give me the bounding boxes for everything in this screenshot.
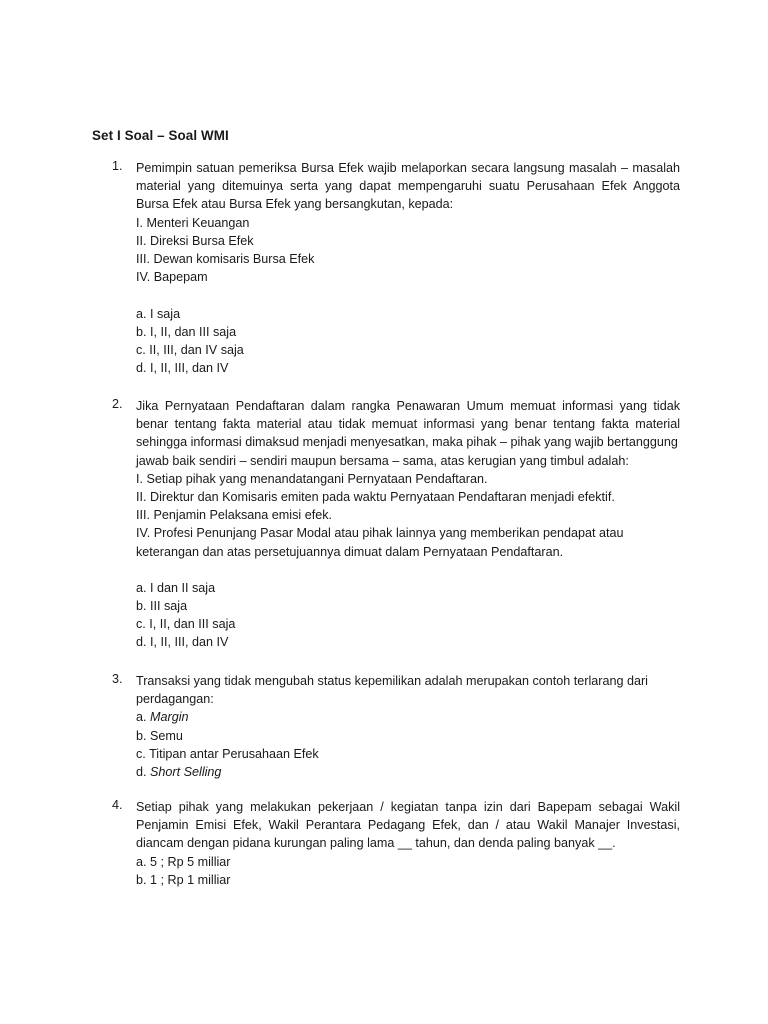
question-number: 4. [112,798,123,812]
question-stem-line: Setiap pihak yang melakukan pekerjaan / kegiatan tanpa izin dari Bapepam sebagai Wakil [136,800,680,814]
answer-option: c. I, II, dan III saja [136,617,236,632]
statement-item: II. Direksi Bursa Efek [136,233,254,248]
question-stem-line: Penjamin Emisi Efek, Wakil Perantara Pedagang Efek, dan / atau Wakil Manajer Investasi, [136,818,680,833]
question-4 [112,798,680,889]
question-stem-line: Jika Pernyataan Pendaftaran dalam rangka Penawaran Umum memuat informasi yang tidak [136,399,680,413]
answer-option: a. 5 ; Rp 5 milliar [136,854,231,869]
answer-option: b. Semu [136,728,183,743]
question-stem-line: material yang ditemuinya serta yang dapat mempengaruhi suatu Perusahaan Efek Anggota [136,179,680,194]
question-stem-line: benar tentang fakta material atau tidak memuat informasi yang benar tentang fakta material [136,417,680,432]
statement-item: IV. Profesi Penunjang Pasar Modal atau pihak lainnya yang memberikan pendapat atau [136,526,624,541]
statement-item: III. Penjamin Pelaksana emisi efek. [136,508,332,523]
question-3 [112,672,680,781]
question-stem-line: Bursa Efek atau Bursa Efek yang bersangkutan, kepada: [136,197,454,212]
question-stem-line: sehingga informasi dimaksud menjadi menyesatkan, maka pihak – pihak yang wajib bertanggung [136,435,678,450]
question-stem-line: diancam dengan pidana kurungan paling lama __ tahun, dan denda paling banyak __. [136,836,616,851]
answer-option: a. I saja [136,306,181,321]
question-stem-line: Transaksi yang tidak mengubah status kepemilikan adalah merupakan contoh terlarang dari [136,674,648,688]
answer-option: b. I, II, dan III saja [136,324,237,339]
question-stem-line: jawab baik sendiri – sendiri maupun bersama – sama, atas kerugian yang timbul adalah: [136,453,629,468]
statement-item: I. Menteri Keuangan [136,215,250,230]
question-number: 2. [112,397,123,411]
statement-item: II. Direktur dan Komisaris emiten pada waktu Pernyataan Pendaftaran menjadi efektif. [136,489,615,504]
statement-item: IV. Bapepam [136,270,208,285]
question-2 [112,397,680,652]
answer-option: c. II, III, dan IV saja [136,342,244,357]
answer-option: d. Short Selling [136,764,222,779]
statement-item: keterangan dan atas persetujuannya dimuat dalam Pernyataan Pendaftaran. [136,544,564,559]
page-title: Set I Soal – Soal WMI [92,128,229,143]
question-1 [112,159,680,377]
question-number: 1. [112,159,123,173]
statement-item: I. Setiap pihak yang menandatangani Pernyataan Pendaftaran. [136,471,488,486]
answer-option: b. 1 ; Rp 1 milliar [136,872,231,887]
question-number: 3. [112,672,123,686]
answer-option: b. III saja [136,599,188,614]
statement-item: III. Dewan komisaris Bursa Efek [136,251,315,266]
answer-option: d. I, II, III, dan IV [136,635,229,650]
answer-option: c. Titipan antar Perusahaan Efek [136,746,319,761]
answer-option: a. Margin [136,710,189,725]
answer-option: d. I, II, III, dan IV [136,361,229,376]
question-stem-line: perdagangan: [136,692,214,707]
question-stem-line: Pemimpin satuan pemeriksa Bursa Efek wajib melaporkan secara langsung masalah – masalah [136,161,680,175]
answer-option: a. I dan II saja [136,580,216,595]
